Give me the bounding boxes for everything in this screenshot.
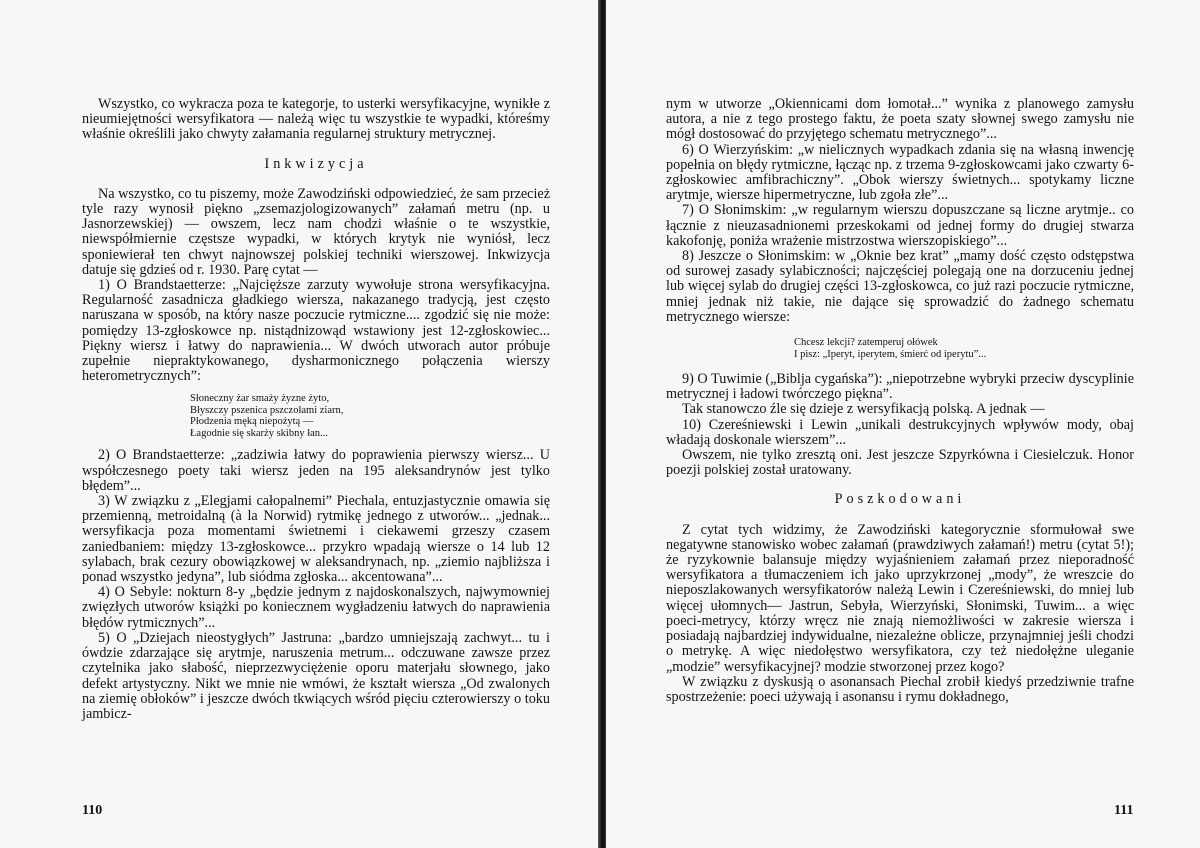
page-number: 111 [1114, 803, 1134, 818]
poem-line: Chcesz lekcji? zatemperuj ołówek [794, 337, 938, 349]
poem-line: Łagodnie się skarży skibny łan... [190, 427, 328, 439]
left-text-column [82, 97, 550, 722]
poem-line: I pisz: „Iperyt, iperytem, śmierć od iperytu”... [794, 348, 987, 360]
paragraph: nym w utworze „Okiennicami dom łomotał...” wynika z planowego zamysłu autora, a nie z tego prostego faktu, że poeta szaty słownej swego zamysłu nie mógł dostosować do przyjętego schematu metrycznego”... [666, 96, 1134, 143]
poem-line: Błyszczy pszenica pszczołami ziarn, [190, 404, 344, 416]
paragraph: Tak stanowczo źle się dzieje z wersyfikacją polską. A jednak — [682, 401, 1045, 418]
right-page [606, 0, 1200, 848]
paragraph: Z cytat tych widzimy, że Zawodziński kategorycznie sformułował swe negatywne stanowisko wobec załamań (prawdziwych załamań!) metru (cytat 5!); że ryzykownie balansuje między wyjaśnieniem załamań przez nieporadność wersyfikatora a tłumaczeniem ich jako uprzykrzonej „mody”, że wreszcie do nieposzlakowanych wersyfikatorów należą Lewin i Czereśniewski, do mniej lub więcej ułomnych— Jastrun, Sebyła, Wierzyński, Słonimski, Tuwim... a więc poeci-metrycy, którzy wręcz nie znają niemożliwości w zakresie wiersza i posiadają najbardziej indywidualne, niezależne oblicze, przynajmniej jeśli chodzi o metrykę. A więc niedołęstwo wersyfikatora, czy też niedołężne uleganie „modzie” wersyfikacyjnej? modzie stworzonej przez kogo? [666, 521, 1134, 675]
right-text-column [666, 97, 1134, 705]
paragraph: Wszystko, co wykracza poza te kategorje, to usterki wersyfikacyjne, wynikłe z nieumiejętności wersyfikatora — należą więc tu wszystkie te wypadki, któreśmy właśnie określili jako chwyty załamania regularnej struktury metrycznej. [82, 96, 550, 143]
citation-item: 3) W związku z „Elegjami całopalnemi” Piechala, entuzjastycznie omawia się przemienną, metroidalną (à la Norwid) rytmikę jednego z utworów... „jednak... wersyfikacja poza momentami świetnemi i ciekawemi grzeszy czasem zaniedbaniem: między 13-zgłoskowce... przykro wpadają wiersze o 14 lub 12 sylabach, brak cezury obowiązkowej w aleksandrynach, np. „ziemio najbliższa i ponad wszystko jedyna”, lub siódma zgłoska... akcentowana”... [82, 493, 550, 586]
poem-quote [82, 393, 550, 439]
section-heading-inkwizycja: Inkwizycja [264, 155, 368, 172]
citation-item: 8) Jeszcze o Słonimskim: w „Oknie bez krat” „mamy dość często odstępstwa od surowej zasady sylabiczności; najczęściej polegają one na dorzuceniu jednej lub więcej sylab do drugiej części 13-zgłoskowca, co już razi poczucie rytmiczne, mniej jednak niż takie, nie dające się sprowadzić do żadnego schematu metrycznego wiersze: [666, 248, 1134, 325]
poem-quote [666, 337, 1134, 360]
paragraph: Na wszystko, co tu piszemy, może Zawodziński odpowiedzieć, że sam przecież tyle razy wynosił piękno „zsemazjologizowanych” załamań metru (np. u Jasnorzewskiej) — owszem, lecz nam chodzi właśnie o te wszystkie, niewspółmiernie częstsze wypadki, w których krytyk nie wyniósł, lecz sponiewierał ten chwyt najnowszej polskiej techniki wierszowej. Inkwizycja datuje się gdzieś od r. 1930. Parę cytat — [82, 185, 550, 278]
section-heading-poszkodowani: Poszkodowani [834, 491, 966, 508]
citation-item: 5) O „Dziejach nieostygłych” Jastruna: „bardzo umniejszają zachwyt... tu i ówdzie zdarzające się arytmje, naruszenia metrum... odczuwane zawsze przez czytelnika jako słabość, nieprzezwyciężenie oporu materjału słownego, jako defekt artystyczny. Nikt we mnie nie wmówi, że kształt wiersza „Od zwalonych na ziemię obłoków” i jeszcze dwóch tkwiących wśród pięciu czterowierszy o toku jambicz- [82, 629, 550, 722]
citation-item: 10) Czereśniewski i Lewin „unikali destrukcyjnych wpływów mody, obaj władają doskonale wierszem”... [666, 416, 1134, 448]
citation-item: 4) O Sebyle: nokturn 8-y „będzie jednym z najdoskonalszych, najwymowniej zwięzłych utworów książki po koniecznem wygładzeniu łatwych do naprawienia błędów rytmicznych”... [82, 584, 550, 631]
citation-item: 7) O Słonimskim: „w regularnym wierszu dopuszczane są liczne arytmje.. co łącznie z nieuzasadnionemi przeskokami od jednej formy do drugiej stwarza kakofonję, poniża wrażenie mistrzostwa wierszopiskiego”... [666, 202, 1134, 249]
citation-item: 9) O Tuwimie („Biblja cygańska”): „niepotrzebne wybryki przeciw dyscyplinie metrycznej i ładowi twórczego piękna”. [666, 371, 1134, 403]
paragraph: W związku z dyskusją o asonansach Piechal zrobił kiedyś przedziwnie trafne spostrzeżenie: poeci używają i asonansu i rymu dokładnego, [666, 673, 1134, 705]
citation-item: 1) O Brandstaetterze: „Najcięższe zarzuty wywołuje strona wersyfikacyjna. Regularność zasadnicza gładkiego wiersza, nakazanego tradycją, jest często naruszana w sposób, na który nasze poczucie rytmiczne.... zgodzić się nie może: pomiędzy 13-zgłoskowce np. nistądnizowąd wstawiony jest 12-zgłoskowiec... Piękny wiersz i łatwy do naprawienia... W dwóch utworach autor próbuje zupełnie niepraktykowanego, dysharmonicznego połączenia wierszy heterometrycznych”: [82, 277, 550, 385]
citation-item: 2) O Brandstaetterze: „zadziwia łatwy do poprawienia pierwszy wiersz... U współczesnego poety taki wiersz jeden na 195 aleksandrynów jest tylko błędem”... [82, 447, 550, 494]
poem-line: Płodzenia męką niepożytą — [190, 416, 314, 428]
paragraph: Owszem, nie tylko zresztą oni. Jest jeszcze Szpyrkówna i Ciesielczuk. Honor poezji polskiej został uratowany. [666, 447, 1134, 479]
page-number: 110 [82, 803, 103, 818]
citation-item: 6) O Wierzyńskim: „w nielicznych wypadkach zdania się na własną inwencję popełnia on błędy rytmiczne, łącząc np. z trzema 9-zgłoskowcami jako czwarty 6-zgłoskowiec amfibrachiczny”. „Obok wierszy świetnych... spotykamy liczne arytmje, wiersze hipermetryczne, lub zgoła złe”... [666, 141, 1134, 204]
poem-line: Słoneczny żar smaży żyzne żyto, [190, 393, 330, 405]
